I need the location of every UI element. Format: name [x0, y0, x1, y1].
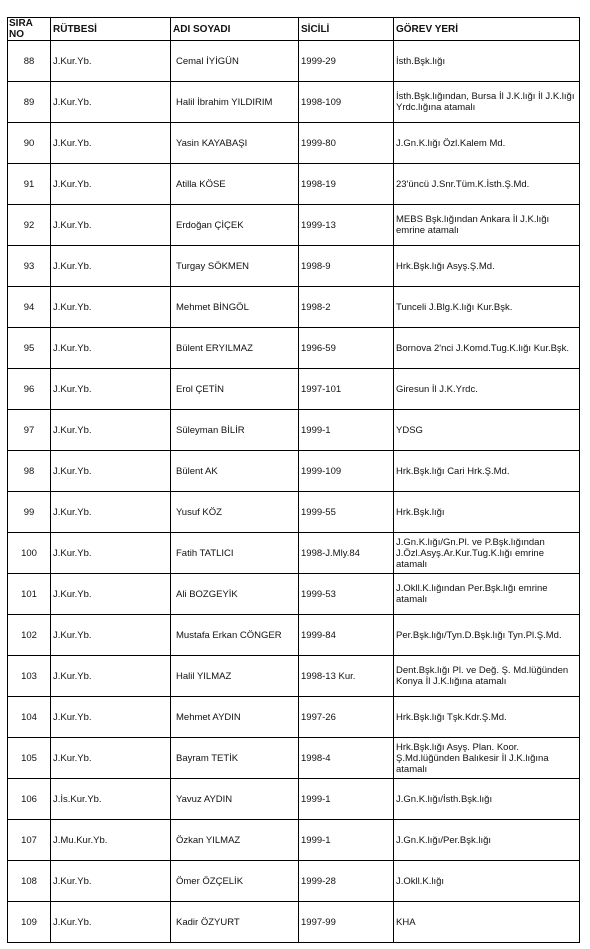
cell-rutbe: J.İs.Kur.Yb.	[51, 779, 171, 820]
cell-sicil: 1999-55	[299, 492, 394, 533]
cell-rutbe: J.Kur.Yb.	[51, 328, 171, 369]
cell-adi-soyadi: Bülent ERYILMAZ	[171, 328, 299, 369]
cell-rutbe: J.Kur.Yb.	[51, 492, 171, 533]
cell-rutbe: J.Kur.Yb.	[51, 533, 171, 574]
table-row	[8, 205, 580, 246]
cell-rutbe: J.Kur.Yb.	[51, 164, 171, 205]
cell-rutbe: J.Kur.Yb.	[51, 82, 171, 123]
cell-gorev-yeri: Giresun İl J.K.Yrdc.	[394, 369, 580, 410]
cell-gorev-yeri: J.Gn.K.lığı/İsth.Bşk.lığı	[394, 779, 580, 820]
cell-rutbe: J.Kur.Yb.	[51, 205, 171, 246]
table-row	[8, 779, 580, 820]
table-row	[8, 287, 580, 328]
cell-sicil: 1998-13 Kur.	[299, 656, 394, 697]
cell-sicil: 1998-2	[299, 287, 394, 328]
cell-gorev-yeri: Hrk.Bşk.lığı Asyş. Plan. Koor. Ş.Md.lüğünden Balıkesir İl J.K.lığına atamalı	[394, 738, 580, 779]
cell-adi-soyadi: Atilla KÖSE	[171, 164, 299, 205]
cell-gorev-yeri: J.Okll.K.lığı	[394, 861, 580, 902]
cell-sira-no: 99	[8, 492, 51, 533]
cell-sicil: 1996-59	[299, 328, 394, 369]
cell-sicil: 1999-109	[299, 451, 394, 492]
header-adi-soyadi: ADI SOYADI	[171, 18, 299, 41]
cell-adi-soyadi: Ali BOZGEYİK	[171, 574, 299, 615]
cell-adi-soyadi: Mustafa Erkan CÖNGER	[171, 615, 299, 656]
cell-sira-no: 109	[8, 902, 51, 943]
cell-adi-soyadi: Yavuz AYDIN	[171, 779, 299, 820]
cell-rutbe: J.Kur.Yb.	[51, 738, 171, 779]
table-row	[8, 533, 580, 574]
cell-sicil: 1999-84	[299, 615, 394, 656]
cell-sira-no: 94	[8, 287, 51, 328]
table-row	[8, 820, 580, 861]
cell-sicil: 1997-99	[299, 902, 394, 943]
table-row	[8, 615, 580, 656]
cell-rutbe: J.Kur.Yb.	[51, 574, 171, 615]
table-body	[8, 41, 580, 943]
cell-adi-soyadi: Mehmet BİNGÖL	[171, 287, 299, 328]
cell-gorev-yeri: Hrk.Bşk.lığı Asyş.Ş.Md.	[394, 246, 580, 287]
cell-adi-soyadi: Cemal İYİGÜN	[171, 41, 299, 82]
cell-gorev-yeri: Tunceli J.Blg.K.lığı Kur.Bşk.	[394, 287, 580, 328]
cell-adi-soyadi: Kadir ÖZYURT	[171, 902, 299, 943]
cell-adi-soyadi: Ömer ÖZÇELİK	[171, 861, 299, 902]
cell-gorev-yeri: Hrk.Bşk.lığı	[394, 492, 580, 533]
cell-sira-no: 93	[8, 246, 51, 287]
table-row	[8, 164, 580, 205]
cell-gorev-yeri: İsth.Bşk.lığı	[394, 41, 580, 82]
table-row	[8, 902, 580, 943]
cell-rutbe: J.Kur.Yb.	[51, 615, 171, 656]
cell-rutbe: J.Kur.Yb.	[51, 451, 171, 492]
cell-rutbe: J.Kur.Yb.	[51, 123, 171, 164]
cell-gorev-yeri: Hrk.Bşk.lığı Tşk.Kdr.Ş.Md.	[394, 697, 580, 738]
table-row	[8, 82, 580, 123]
cell-adi-soyadi: Bayram TETİK	[171, 738, 299, 779]
cell-rutbe: J.Kur.Yb.	[51, 41, 171, 82]
cell-sicil: 1999-1	[299, 779, 394, 820]
cell-adi-soyadi: Erol ÇETİN	[171, 369, 299, 410]
cell-sicil: 1999-53	[299, 574, 394, 615]
cell-gorev-yeri: Per.Bşk.lığı/Tyn.D.Bşk.lığı Tyn.Pl.Ş.Md.	[394, 615, 580, 656]
cell-sira-no: 92	[8, 205, 51, 246]
cell-gorev-yeri: Bornova 2'nci J.Komd.Tug.K.lığı Kur.Bşk.	[394, 328, 580, 369]
cell-gorev-yeri: Dent.Bşk.lığı Pl. ve Değ. Ş. Md.lüğünden Konya İl J.K.lığına atamalı	[394, 656, 580, 697]
cell-adi-soyadi: Fatih TATLICI	[171, 533, 299, 574]
cell-gorev-yeri: KHA	[394, 902, 580, 943]
cell-adi-soyadi: Yusuf KÖZ	[171, 492, 299, 533]
table-row	[8, 328, 580, 369]
table-row	[8, 123, 580, 164]
cell-sira-no: 98	[8, 451, 51, 492]
cell-sicil: 1997-101	[299, 369, 394, 410]
cell-sira-no: 106	[8, 779, 51, 820]
cell-sicil: 1999-1	[299, 820, 394, 861]
table-row	[8, 41, 580, 82]
table-row	[8, 451, 580, 492]
cell-sira-no: 101	[8, 574, 51, 615]
cell-gorev-yeri: J.Gn.K.lığı Özl.Kalem Md.	[394, 123, 580, 164]
cell-rutbe: J.Kur.Yb.	[51, 697, 171, 738]
cell-gorev-yeri: Hrk.Bşk.lığı Cari Hrk.Ş.Md.	[394, 451, 580, 492]
cell-sira-no: 95	[8, 328, 51, 369]
cell-adi-soyadi: Özkan YILMAZ	[171, 820, 299, 861]
table-row	[8, 738, 580, 779]
table-row	[8, 369, 580, 410]
table-row	[8, 656, 580, 697]
cell-gorev-yeri: J.Gn.K.lığı/Gn.Pl. ve P.Bşk.lığından J.Özl.Asyş.Ar.Kur.Tug.K.lığı emrine atamalı	[394, 533, 580, 574]
cell-sira-no: 104	[8, 697, 51, 738]
cell-rutbe: J.Kur.Yb.	[51, 861, 171, 902]
cell-rutbe: J.Kur.Yb.	[51, 246, 171, 287]
cell-sira-no: 88	[8, 41, 51, 82]
table-row	[8, 861, 580, 902]
cell-sira-no: 103	[8, 656, 51, 697]
cell-adi-soyadi: Mehmet AYDIN	[171, 697, 299, 738]
cell-sira-no: 97	[8, 410, 51, 451]
header-gorev-yeri: GÖREV YERİ	[394, 18, 580, 41]
personnel-table	[7, 17, 580, 943]
header-rutbesi: RÜTBESİ	[51, 18, 171, 41]
cell-sicil: 1999-29	[299, 41, 394, 82]
cell-sira-no: 107	[8, 820, 51, 861]
cell-rutbe: J.Kur.Yb.	[51, 410, 171, 451]
cell-sicil: 1999-1	[299, 410, 394, 451]
cell-sicil: 1998-9	[299, 246, 394, 287]
header-sicili: SİCİLİ	[299, 18, 394, 41]
cell-adi-soyadi: Turgay SÖKMEN	[171, 246, 299, 287]
cell-adi-soyadi: Halil İbrahim YILDIRIM	[171, 82, 299, 123]
cell-rutbe: J.Kur.Yb.	[51, 656, 171, 697]
table-row	[8, 697, 580, 738]
cell-rutbe: J.Kur.Yb.	[51, 287, 171, 328]
cell-gorev-yeri: YDSG	[394, 410, 580, 451]
cell-sicil: 1998-19	[299, 164, 394, 205]
header-sira-no: SIRA NO	[8, 18, 51, 41]
cell-gorev-yeri: MEBS Bşk.lığından Ankara İl J.K.lığı emrine atamalı	[394, 205, 580, 246]
cell-rutbe: J.Kur.Yb.	[51, 902, 171, 943]
cell-rutbe: J.Kur.Yb.	[51, 369, 171, 410]
cell-rutbe: J.Mu.Kur.Yb.	[51, 820, 171, 861]
cell-sira-no: 91	[8, 164, 51, 205]
cell-gorev-yeri: J.Gn.K.lığı/Per.Bşk.lığı	[394, 820, 580, 861]
cell-sira-no: 90	[8, 123, 51, 164]
table-row	[8, 574, 580, 615]
table-row	[8, 492, 580, 533]
cell-sicil: 1999-28	[299, 861, 394, 902]
cell-gorev-yeri: 23'üncü J.Snr.Tüm.K.İsth.Ş.Md.	[394, 164, 580, 205]
table-row	[8, 246, 580, 287]
cell-adi-soyadi: Halil YILMAZ	[171, 656, 299, 697]
cell-sira-no: 89	[8, 82, 51, 123]
cell-sicil: 1999-80	[299, 123, 394, 164]
cell-sicil: 1998-4	[299, 738, 394, 779]
cell-sira-no: 105	[8, 738, 51, 779]
cell-sicil: 1997-26	[299, 697, 394, 738]
cell-sira-no: 100	[8, 533, 51, 574]
cell-adi-soyadi: Süleyman BİLİR	[171, 410, 299, 451]
cell-sicil: 1999-13	[299, 205, 394, 246]
cell-sicil: 1998-109	[299, 82, 394, 123]
cell-adi-soyadi: Bülent AK	[171, 451, 299, 492]
cell-gorev-yeri: J.Okll.K.lığından Per.Bşk.lığı emrine atamalı	[394, 574, 580, 615]
cell-sira-no: 102	[8, 615, 51, 656]
cell-sira-no: 108	[8, 861, 51, 902]
cell-sira-no: 96	[8, 369, 51, 410]
cell-sicil: 1998-J.Mly.84	[299, 533, 394, 574]
cell-adi-soyadi: Erdoğan ÇİÇEK	[171, 205, 299, 246]
cell-adi-soyadi: Yasin KAYABAŞI	[171, 123, 299, 164]
cell-gorev-yeri: İsth.Bşk.lığından, Bursa İl J.K.lığı İl J.K.lığı Yrdc.lığına atamalı	[394, 82, 580, 123]
header-row	[8, 18, 580, 41]
table-row	[8, 410, 580, 451]
